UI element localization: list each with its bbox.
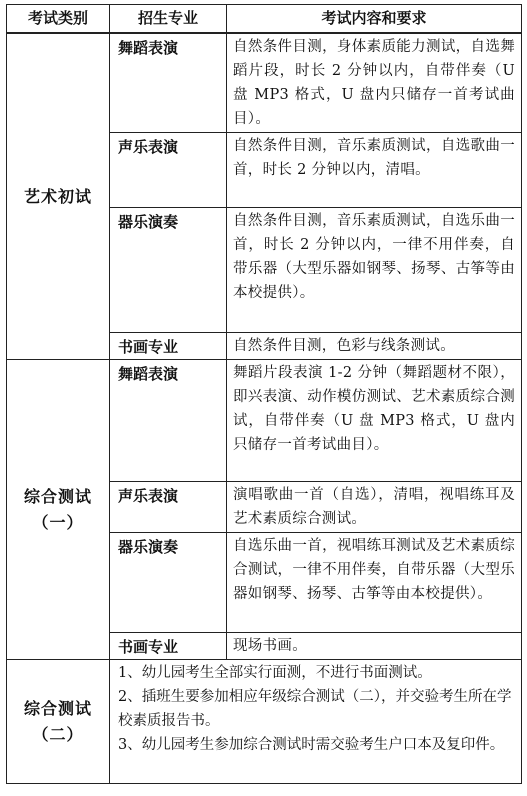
- major-vocal: 声乐表演: [110, 482, 227, 533]
- requirement-text: 现场书画。: [227, 633, 522, 660]
- exam-requirements-table: [6, 4, 522, 784]
- category-comprehensive-test-2: [7, 660, 110, 784]
- table-row: [7, 660, 522, 784]
- header-major: 招生专业: [110, 5, 227, 34]
- header-exam-category: 考试类别: [7, 5, 110, 34]
- requirement-text: 自然条件目测，色彩与线条测试。: [227, 333, 522, 360]
- rules-cell: [110, 660, 522, 784]
- category-comprehensive-test-1: [7, 360, 110, 660]
- major-painting: 书画专业: [110, 633, 227, 660]
- requirement-text: 演唱歌曲一首（自选），清唱，视唱练耳及艺术素质综合测试。: [227, 482, 522, 533]
- requirement-text: 自然条件目测，身体素质能力测试，自选舞蹈片段，时长 2 分钟以内，自带伴奏（U 盘 MP3 格式，U 盘内只储存一首考试曲目）。: [227, 33, 522, 133]
- major-painting: 书画专业: [110, 333, 227, 360]
- category-label-line1: 综合测试: [23, 486, 92, 506]
- header-exam-content: 考试内容和要求: [227, 5, 522, 34]
- category-label-line1: 综合测试: [23, 698, 92, 718]
- major-instrumental: 器乐演奏: [110, 533, 227, 633]
- category-art-preliminary: 艺术初试: [7, 33, 110, 360]
- requirement-text: 自然条件目测，音乐素质测试，自选歌曲一首，时长 2 分钟以内，清唱。: [227, 133, 522, 208]
- major-instrumental: 器乐演奏: [110, 208, 227, 333]
- requirement-text: 自然条件目测，音乐素质测试，自选乐曲一首，时长 2 分钟以内，一律不用伴奏，自带乐器（大型乐器如钢琴、扬琴、古筝等由本校提供）。: [227, 208, 522, 333]
- table-row: [7, 360, 522, 482]
- table-row: [7, 33, 522, 133]
- rule-item-2: 2、插班生要参加相应年级综合测试（二），并交验考生所在学校素质报告书。: [118, 689, 512, 729]
- rule-item-1: 1、幼儿园考生全部实行面测，不进行书面测试。: [118, 665, 432, 681]
- major-dance: 舞蹈表演: [110, 33, 227, 133]
- category-label-line2: （二）: [32, 724, 84, 744]
- major-dance: 舞蹈表演: [110, 360, 227, 482]
- category-label-line2: （一）: [32, 512, 84, 532]
- rule-item-3: 3、幼儿园考生参加综合测试时需交验考生户口本及复印件。: [118, 737, 505, 753]
- requirement-text: 自选乐曲一首，视唱练耳测试及艺术素质综合测试，一律不用伴奏，自带乐器（大型乐器如钢琴、扬琴、古筝等由本校提供）。: [227, 533, 522, 633]
- requirement-text: 舞蹈片段表演 1-2 分钟（舞蹈题材不限），即兴表演、动作模仿测试、艺术素质综合测试，自带伴奏（U 盘 MP3 格式，U 盘内只储存一首考试曲目）。: [227, 360, 522, 482]
- major-vocal: 声乐表演: [110, 133, 227, 208]
- table-header-row: [7, 5, 522, 34]
